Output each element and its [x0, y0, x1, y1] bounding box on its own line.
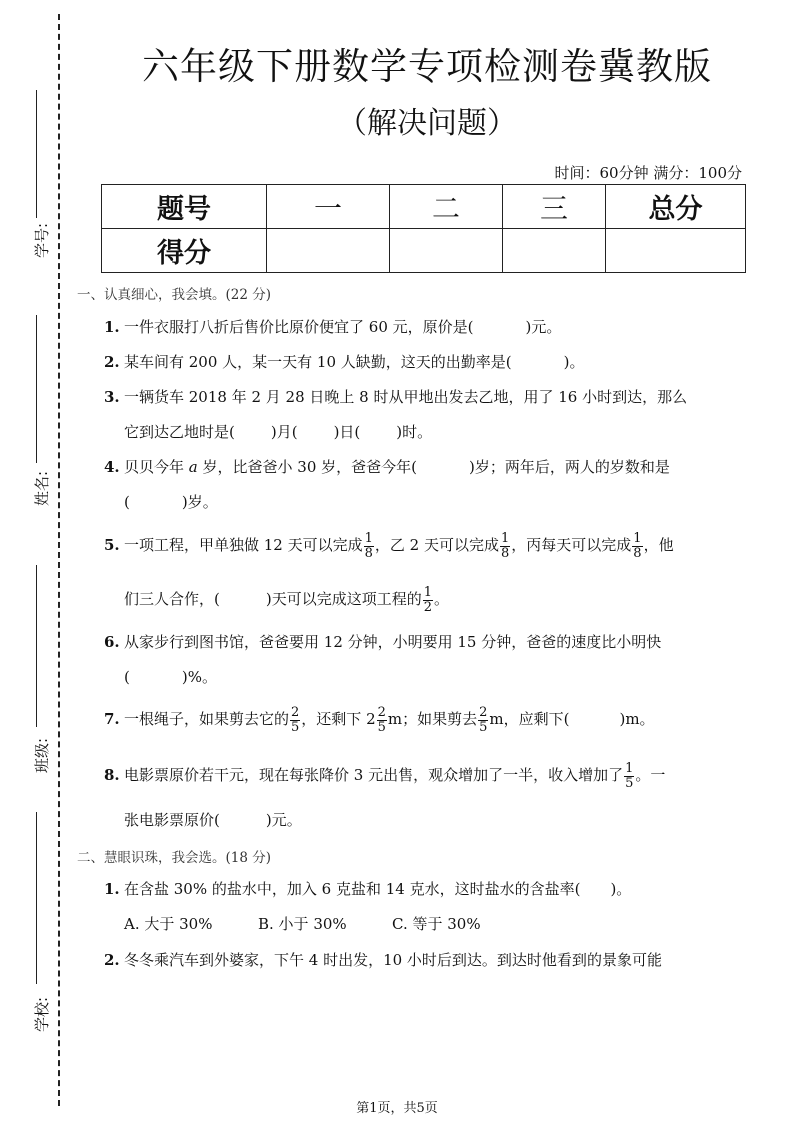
question-1-7: [104, 706, 655, 734]
fraction-numerator: 2: [479, 705, 488, 720]
question-text: 在含盐 30% 的盐水中，加入 6 克盐和 14 克水，这时盐水的含盐率(: [124, 880, 581, 898]
question-number: 8.: [104, 766, 120, 785]
question-text: )%。: [181, 668, 217, 686]
question-number: 1.: [104, 880, 120, 898]
question-1-2: [104, 351, 585, 372]
fraction: [500, 532, 510, 560]
question-text: )元。: [265, 811, 302, 829]
row-label-score: 得分: [102, 229, 267, 273]
school-line: [36, 812, 37, 984]
question-text-end: )。: [563, 353, 585, 371]
question-1-4: [104, 456, 670, 477]
question-text: 它到达乙地时是(: [124, 423, 235, 441]
question-1-5-line2: [124, 586, 449, 614]
question-text: )岁；两年后，两人的岁数和是: [468, 458, 670, 476]
section1-title: 一、认真细心，我会填。(22 分): [77, 287, 272, 303]
name-field: [14, 315, 54, 515]
question-1-5: [104, 532, 674, 560]
question-text: 从家步行到图书馆，爸爸要用 12 分钟，小明要用 15 分钟，爸爸的速度比小明快: [124, 633, 662, 651]
question-2-1-options: [124, 913, 481, 934]
question-text: 。: [434, 590, 450, 609]
page-subtitle: （解决问题）: [337, 106, 517, 141]
question-1-8: [104, 762, 665, 790]
question-text: m，应剩下(: [489, 710, 570, 729]
question-text: (: [124, 668, 130, 686]
question-text: 。一: [635, 766, 666, 785]
question-text: ，还剩下 2: [301, 710, 376, 729]
score-table: [101, 184, 746, 273]
question-1-4-line2: [124, 491, 218, 512]
header-total: 总分: [606, 185, 746, 229]
question-2-2: [104, 949, 662, 970]
fraction: [290, 706, 300, 734]
fraction-numerator: 2: [291, 705, 300, 720]
score-table-score-row: [102, 229, 746, 273]
school-label: 学校:: [33, 996, 52, 1033]
header-section-1: 一: [267, 185, 390, 229]
option-c[interactable]: C. 等于 30%: [392, 915, 481, 933]
school-field: [14, 812, 54, 1042]
fraction-denominator: 5: [291, 719, 300, 735]
binding-dashed-line: [58, 14, 60, 1106]
fraction-denominator: 5: [625, 775, 634, 791]
question-number: 4.: [104, 458, 120, 476]
question-number: 6.: [104, 633, 120, 651]
question-text: 一辆货车 2018 年 2 月 28 日晚上 8 时从甲地出发去乙地，用了 16 小时到达，那么: [124, 388, 688, 406]
question-number: 2.: [104, 353, 120, 371]
fraction-denominator: 8: [364, 545, 373, 561]
question-text: )日(: [333, 423, 361, 441]
option-a[interactable]: A. 大于 30%: [124, 915, 213, 933]
header-section-2: 二: [390, 185, 503, 229]
question-text: m；如果剪去: [387, 710, 478, 729]
question-text: 一根绳子，如果剪去它的: [124, 710, 290, 729]
time-info: 时间：60分钟 满分：100分: [554, 164, 742, 182]
question-text: 岁，比爸爸小 30 岁，爸爸今年(: [197, 458, 417, 476]
score-cell-1[interactable]: [267, 229, 390, 273]
question-text: )月(: [270, 423, 298, 441]
fraction: [423, 586, 433, 614]
question-1-6-line2: [124, 666, 217, 687]
question-number: 5.: [104, 536, 120, 555]
header-section-3: 三: [503, 185, 606, 229]
question-text: 冬冬乘汽车到外婆家，下午 4 时出发，10 小时后到达。到达时他看到的景象可能: [124, 951, 662, 969]
question-text: )天可以完成这项工程的: [265, 590, 422, 609]
page-title: 六年级下册数学专项检测卷冀教版: [142, 45, 712, 88]
question-text: )时。: [396, 423, 433, 441]
question-text: ，他: [643, 536, 674, 555]
fraction-denominator: 5: [479, 719, 488, 735]
student-no-label: 学号:: [33, 222, 52, 259]
fraction: [624, 762, 634, 790]
question-1-1: [104, 316, 561, 337]
fraction: [478, 706, 488, 734]
score-table-header-row: [102, 185, 746, 229]
question-number: 1.: [104, 318, 120, 336]
fraction-denominator: 8: [501, 545, 510, 561]
question-number: 2.: [104, 951, 120, 969]
fraction-numerator: 1: [423, 585, 432, 600]
fraction-numerator: 1: [633, 531, 642, 546]
score-cell-total[interactable]: [606, 229, 746, 273]
question-text: 某车间有 200 人，某一天有 10 人缺勤，这天的出勤率是(: [124, 353, 512, 371]
name-line: [36, 315, 37, 463]
fraction-numerator: 2: [377, 705, 386, 720]
question-text: (: [124, 493, 130, 511]
variable-a: a: [188, 458, 198, 476]
question-1-8-line2: [124, 809, 302, 830]
fraction-denominator: 2: [423, 599, 432, 615]
question-text: 电影票原价若干元，现在每张降价 3 元出售，观众增加了一半，收入增加了: [124, 766, 624, 785]
class-field: [14, 565, 54, 785]
question-number: 3.: [104, 388, 120, 406]
question-text: 一件衣服打八折后售价比原价便宜了 60 元，原价是(: [124, 318, 474, 336]
score-cell-2[interactable]: [390, 229, 503, 273]
question-text: ，丙每天可以完成: [511, 536, 632, 555]
question-text: 一项工程，甲单独做 12 天可以完成: [124, 536, 363, 555]
question-2-1: [104, 878, 631, 899]
section2-title: 二、慧眼识珠，我会选。(18 分): [77, 850, 272, 866]
fraction-numerator: 1: [625, 761, 634, 776]
fraction-numerator: 1: [501, 531, 510, 546]
question-text-end: )。: [610, 880, 632, 898]
class-label: 班级:: [33, 737, 52, 774]
score-cell-3[interactable]: [503, 229, 606, 273]
header-question-no: 题号: [102, 185, 267, 229]
question-number: 7.: [104, 710, 120, 729]
option-b[interactable]: B. 小于 30%: [258, 915, 347, 933]
question-text: 张电影票原价(: [124, 811, 220, 829]
fraction-denominator: 8: [633, 545, 642, 561]
question-text-end: )元。: [525, 318, 562, 336]
question-text: ，乙 2 天可以完成: [374, 536, 499, 555]
question-1-6: [104, 631, 661, 652]
question-1-3: [104, 386, 687, 407]
question-text: )m。: [619, 710, 655, 729]
fraction: [377, 706, 387, 734]
class-line: [36, 565, 37, 727]
question-text: )岁。: [181, 493, 218, 511]
fraction: [632, 532, 642, 560]
question-1-3-line2: [124, 421, 432, 442]
name-label: 姓名:: [33, 470, 52, 507]
fraction: [364, 532, 374, 560]
question-text: 们三人合作，(: [124, 590, 220, 609]
fraction-numerator: 1: [364, 531, 373, 546]
fraction-denominator: 5: [377, 719, 386, 735]
page-footer: 第1页，共5页: [356, 1101, 438, 1116]
question-text: 贝贝今年: [124, 458, 189, 476]
